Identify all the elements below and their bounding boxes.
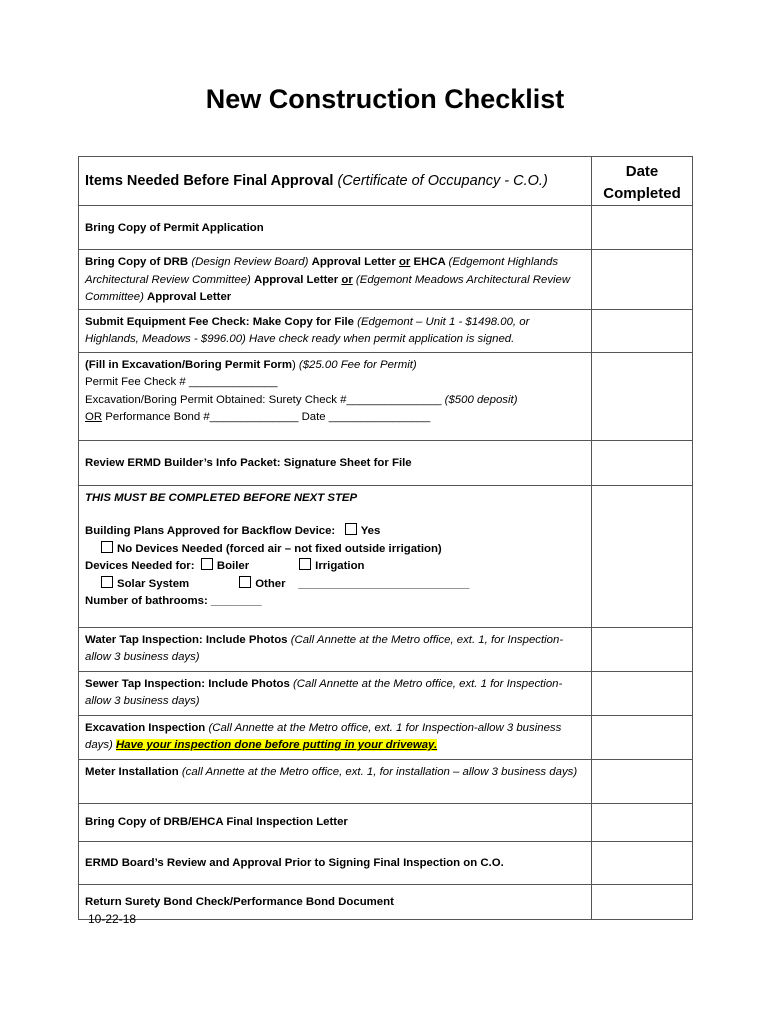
drb-final-item: Bring Copy of DRB/EHCA Final Inspection Letter [85, 816, 348, 829]
date-cell[interactable] [592, 352, 693, 440]
date-header-line2: Completed [603, 185, 681, 202]
permit-item: Bring Copy of Permit Application [85, 221, 264, 234]
table-row [79, 759, 693, 803]
checklist-table [78, 156, 693, 920]
items-header-note: (Certificate of Occupancy - C.O.) [337, 172, 548, 189]
excavation-permit-item: (Fill in Excavation/Boring Permit Form) ($25.00 Fee for Permit) Permit Fee Check # ______________ Excavation/Boring Permit Obtained: Surety Check #_______________ ($500 deposit) OR Performance Bond #______________ Date ________________ [85, 358, 518, 423]
other-checkbox[interactable] [239, 576, 251, 588]
items-header-cell [79, 157, 592, 206]
table-row [79, 671, 693, 715]
table-row [79, 440, 693, 485]
irrigation-checkbox[interactable] [299, 558, 311, 570]
sewer-tap-item: Sewer Tap Inspection: Include Photos (Call Annette at the Metro office, ext. 1 for Inspection-allow 3 business days) [85, 677, 563, 707]
date-cell[interactable] [592, 884, 693, 919]
date-header-cell [592, 157, 693, 206]
ermd-board-item: ERMD Board’s Review and Approval Prior to Signing Final Inspection on C.O. [85, 856, 504, 869]
table-header-row [79, 157, 693, 206]
excavation-inspection-item: Excavation Inspection (Call Annette at the Metro office, ext. 1 for Inspection-allow 3 business days) Have your inspection done before putting in your driveway. [85, 721, 562, 751]
meter-item: Meter Installation (call Annette at the Metro office, ext. 1, for installation – allow 3 business days) [85, 765, 578, 778]
no-devices-checkbox[interactable] [101, 541, 113, 553]
date-cell[interactable] [592, 759, 693, 803]
page-title: New Construction Checklist [205, 84, 565, 114]
table-row [79, 485, 693, 627]
date-cell[interactable] [592, 803, 693, 841]
revision-date: 10-22-18 [88, 912, 137, 926]
drb-item: Bring Copy of DRB (Design Review Board) Approval Letter or EHCA (Edgemont Highlands Architectural Review Committee) Approval Letter or (Edgemont Meadows Architectural Review Committee) Approval Letter [85, 256, 571, 303]
date-header-line1: Date [625, 163, 659, 180]
table-row [79, 352, 693, 440]
table-row [79, 803, 693, 841]
date-cell[interactable] [592, 627, 693, 671]
ermd-packet-item: Review ERMD Builder’s Info Packet: Signature Sheet for File [85, 456, 412, 469]
date-cell[interactable] [592, 841, 693, 884]
driveway-warning: Have your inspection done before putting in your driveway. [116, 739, 438, 751]
table-row [79, 627, 693, 671]
date-cell[interactable] [592, 250, 693, 310]
date-cell[interactable] [592, 485, 693, 627]
table-row [79, 715, 693, 759]
table-row [79, 884, 693, 919]
table-row [79, 206, 693, 250]
table-row [79, 841, 693, 884]
solar-checkbox[interactable] [101, 576, 113, 588]
date-cell[interactable] [592, 309, 693, 352]
date-cell[interactable] [592, 206, 693, 250]
table-row [79, 250, 693, 310]
items-header-label: Items Needed Before Final Approval [85, 172, 338, 189]
date-cell[interactable] [592, 440, 693, 485]
surety-return-item: Return Surety Bond Check/Performance Bond Document [85, 895, 394, 908]
must-complete-note: THIS MUST BE COMPLETED BEFORE NEXT STEP [85, 491, 358, 504]
date-cell[interactable] [592, 715, 693, 759]
boiler-checkbox[interactable] [201, 558, 213, 570]
backflow-item: THIS MUST BE COMPLETED BEFORE NEXT STEP Building Plans Approved for Backflow Device: Yes No Devices Needed (forced air – not fixed outside irrigation) Devices Needed for: Boiler Irrigation Solar System Other ___________________________ Number of bathrooms: ________ [79, 486, 591, 613]
equipment-fee-item: Submit Equipment Fee Check: Make Copy for File (Edgemont – Unit 1 - $1498.00, or Highlands, Meadows - $996.00) Have check ready when permit application is signed. [85, 315, 530, 345]
yes-checkbox[interactable] [345, 523, 357, 535]
date-cell[interactable] [592, 671, 693, 715]
water-tap-item: Water Tap Inspection: Include Photos (Call Annette at the Metro office, ext. 1, for Inspection- allow 3 business days) [85, 633, 564, 663]
table-row [79, 309, 693, 352]
